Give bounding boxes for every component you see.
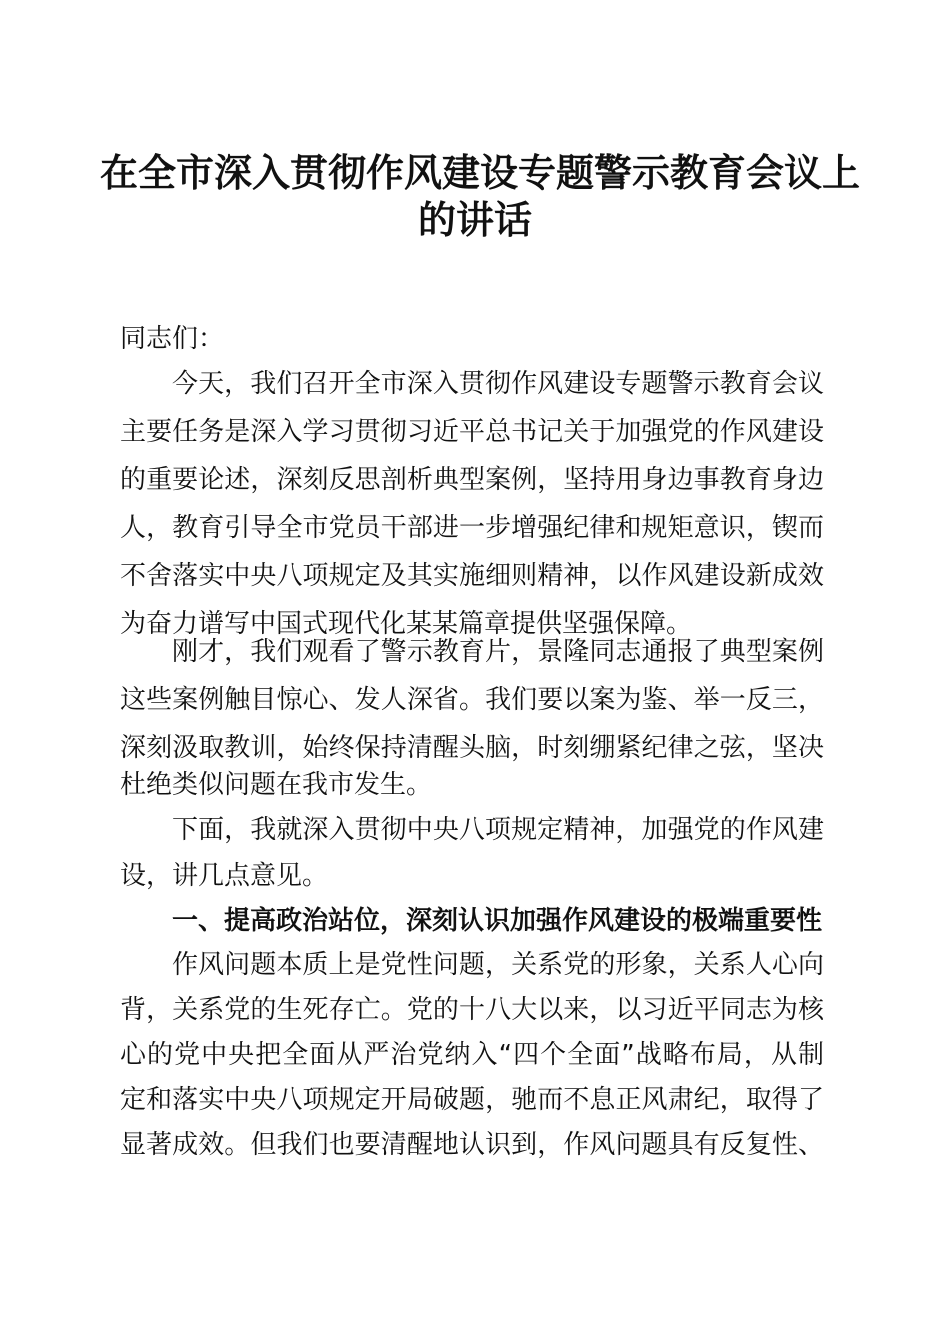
section-heading: 一、提高政治站位，深刻认识加强作风建设的极端重要性: [172, 906, 823, 936]
paragraph-line: 为奋力谱写中国式现代化某某篇章提供坚强保障。: [120, 609, 693, 639]
paragraph-line: 显著成效。但我们也要清醒地认识到，作风问题具有反复性、: [120, 1130, 824, 1160]
paragraph-line: 杜绝类似问题在我市发生。: [120, 770, 433, 800]
document-title-line-2: 的讲话: [417, 197, 532, 242]
paragraph-line: 定和落实中央八项规定开局破题，驰而不息正风肃纪，取得了: [120, 1085, 824, 1115]
paragraph-line: 今天，我们召开全市深入贯彻作风建设专题警示教育会议: [172, 369, 824, 399]
paragraph-line: 这些案例触目惊心、发人深省。我们要以案为鉴、举一反三，: [120, 685, 824, 715]
paragraph-line: 心的党中央把全面从严治党纳入“四个全面”战略布局，从制: [120, 1040, 824, 1070]
paragraph-line: 的重要论述，深刻反思剖析典型案例，坚持用身边事教育身边: [120, 465, 824, 495]
salutation: 同志们：: [120, 324, 225, 354]
document-title-line-1: 在全市深入贯彻作风建设专题警示教育会议上: [100, 150, 861, 195]
paragraph-line: 刚才，我们观看了警示教育片，景隆同志通报了典型案例: [172, 637, 824, 667]
paragraph-line: 背，关系党的生死存亡。党的十八大以来，以习近平同志为核: [120, 995, 824, 1025]
paragraph-line: 深刻汲取教训，始终保持清醒头脑，时刻绷紧纪律之弦，坚决: [120, 733, 824, 763]
paragraph-line: 作风问题本质上是党性问题，关系党的形象，关系人心向: [172, 950, 824, 980]
paragraph-line: 下面，我就深入贯彻中央八项规定精神，加强党的作风建: [172, 815, 824, 845]
paragraph-line: 主要任务是深入学习贯彻习近平总书记关于加强党的作风建设: [120, 417, 824, 447]
paragraph-line: 不舍落实中央八项规定及其实施细则精神，以作风建设新成效: [120, 561, 824, 591]
paragraph-line: 人，教育引导全市党员干部进一步增强纪律和规矩意识，锲而: [120, 513, 824, 543]
paragraph-line: 设，讲几点意见。: [120, 861, 329, 891]
